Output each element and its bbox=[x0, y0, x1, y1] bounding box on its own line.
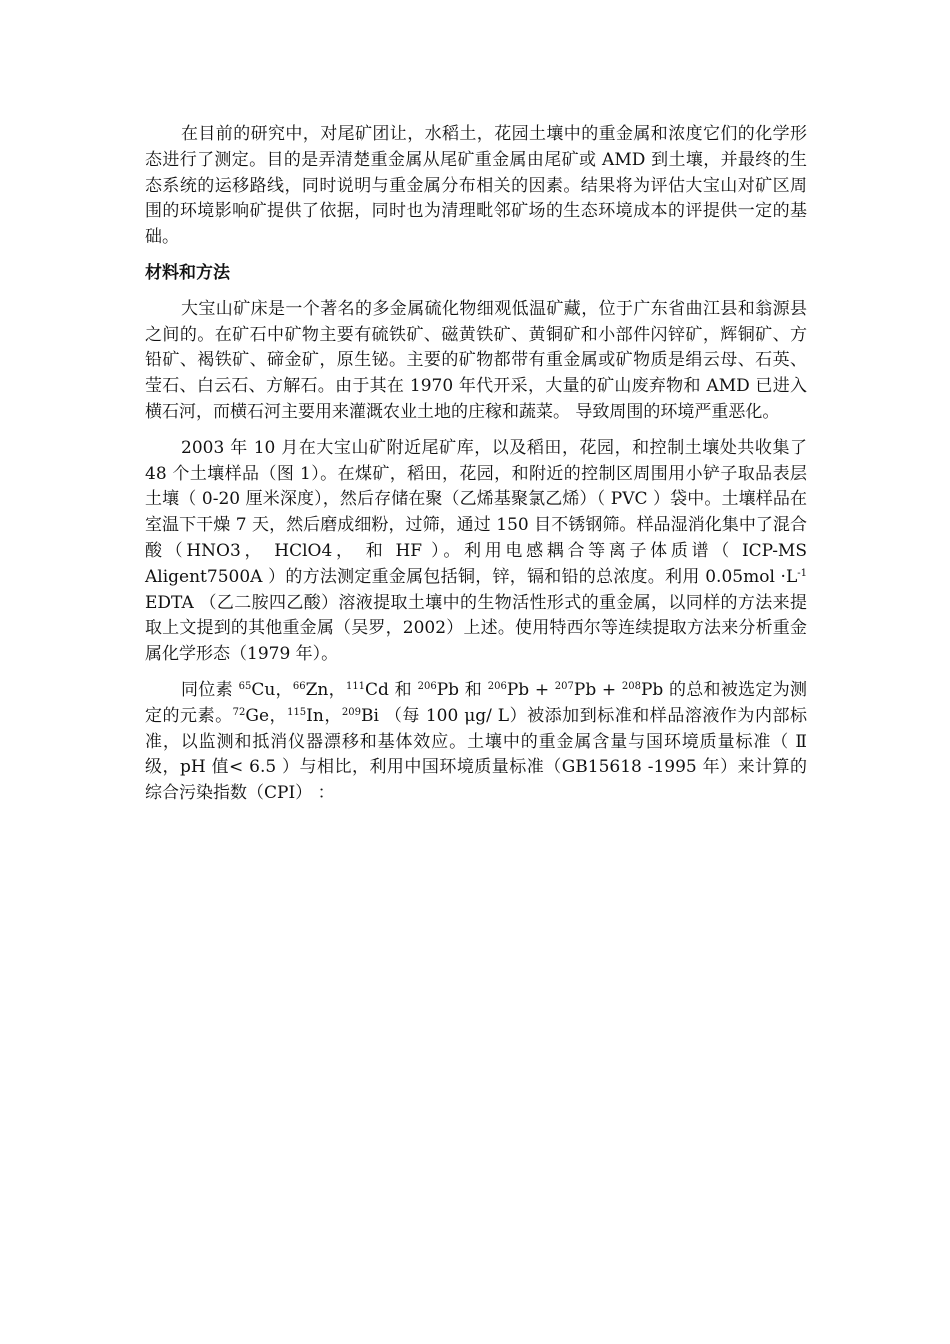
mass-number: 111 bbox=[345, 680, 366, 692]
study-site-paragraph: 大宝山矿床是一个著名的多金属硫化物细观低温矿藏，位于广东省曲江县和翁源县之间的。在矿石中矿物主要有硫铁矿、磁黄铁矿、黄铜矿和小部件闪锌矿，辉铜矿、方铅矿、褐铁矿、碲金矿，原生铋。主要的矿物都带有重金属或矿物质是绢云母、石英、莹石、白云石、方解石。由于其在 1970 年代开采，大量的矿山废弃物和 AMD 已进入横石河，而横石河主要用来灌溉农业土地的庄稼和蔬菜。 导致周围的环境严重恶化。 bbox=[145, 298, 807, 422]
sampling-text-1: 2003 年 10 月在大宝山矿附近尾矿库，以及稻田，花园，和控制土壤处共收集了 48 个土壤样品（图 1）。在煤矿，稻田，花园，和附近的控制区周围用小铲子取品表层土壤（ 0-20 厘米深度），然后存储在聚（乙烯基聚氯乙烯）（ PVC ）袋中。土壤样品在室温下干燥 7 天，然后磨成细粉，过筛，通过 150 目不锈钢筛。样品湿消化集中了混合酸（HNO3， HClO4， 和 HF ）。利用电感耦合等离子体质谱（ ICP-MS Aligent7500A ）的方法测定重金属包括铜，锌，镉和铅的总浓度。利用 0.05mol ·L bbox=[145, 437, 807, 587]
isotope-text: Zn， bbox=[305, 679, 346, 700]
isotope-text: In， bbox=[306, 705, 342, 726]
isotope-text: Cu， bbox=[251, 679, 293, 700]
isotope-text: Pb 的总和被选定为测定的元素。 bbox=[145, 679, 808, 726]
unit-exponent: -1 bbox=[797, 567, 807, 579]
mass-number: 209 bbox=[341, 706, 361, 718]
isotope-text: Pb + bbox=[573, 679, 622, 700]
mass-number: 206 bbox=[487, 680, 507, 692]
intro-paragraph: 在目前的研究中，对尾矿团让，水稻土，花园土壤中的重金属和浓度它们的化学形态进行了测定。目的是弄清楚重金属从尾矿重金属由尾矿或 AMD 到土壤，并最终的生态系统的运移路线，同时说明与重金属分布相关的因素。结果将为评估大宝山对矿区周围的环境影响矿提供了依据，同时也为清理毗邻矿场的生态环境成本的评提供一定的基础。 bbox=[145, 124, 807, 248]
sampling-paragraph bbox=[145, 436, 807, 668]
mass-number: 65 bbox=[238, 680, 252, 692]
isotope-text: Pb 和 bbox=[436, 679, 488, 700]
isotope-paragraph bbox=[145, 678, 807, 807]
mass-number: 66 bbox=[292, 680, 306, 692]
mass-number: 206 bbox=[417, 680, 437, 692]
sampling-text-2: EDTA （乙二胺四乙酸）溶液提取土壤中的生物活性形式的重金属，以同样的方法来提取上文提到的其他重金属（吴罗，2002）上述。使用特西尔等连续提取方法来分析重金属化学形态（1979 年）。 bbox=[145, 592, 807, 665]
section-heading: 材料和方法 bbox=[145, 262, 230, 283]
mass-number: 72 bbox=[232, 706, 246, 718]
isotope-text: 同位素 bbox=[181, 679, 239, 700]
mass-number: 207 bbox=[554, 680, 574, 692]
isotope-text: Pb + bbox=[506, 679, 555, 700]
mass-number: 208 bbox=[621, 680, 641, 692]
isotope-text: Ge， bbox=[245, 705, 288, 726]
mass-number: 115 bbox=[287, 706, 307, 718]
isotope-text: Bi （每 100 μg/ L）被添加到标准和样品溶液作为内部标准，以监测和抵消仪器漂移和基体效应。土壤中的重金属含量与国环境质量标准（ Ⅱ级，pH 值< 6.5 ）与相比，利用中国环境质量标准（GB15618 -1995 年）来计算的综合污染指数（CPI） ： bbox=[145, 705, 808, 804]
isotope-text: Cd 和 bbox=[365, 679, 418, 700]
document-page bbox=[145, 122, 807, 817]
